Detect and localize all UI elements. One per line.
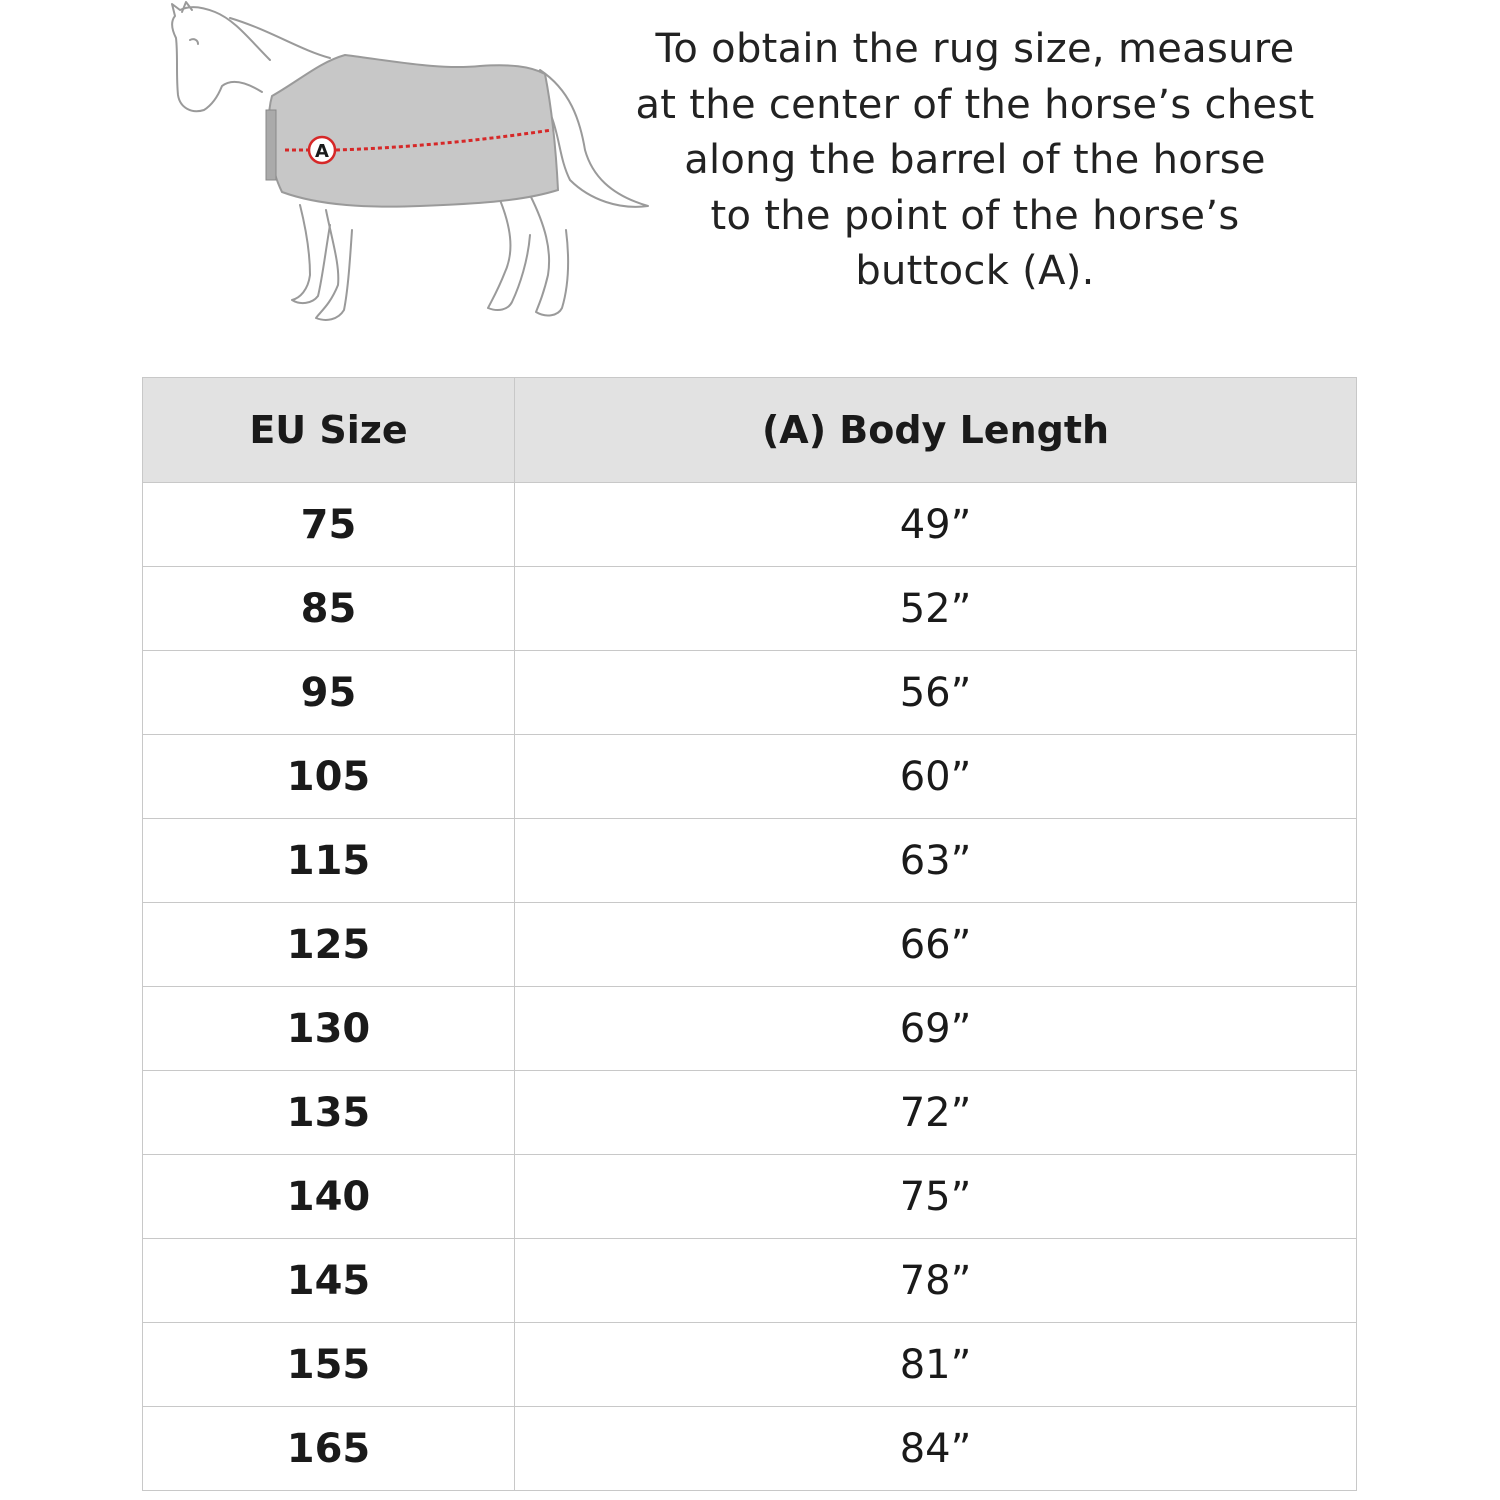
body-length-cell: 66” — [515, 903, 1357, 987]
body-length-cell: 75” — [515, 1155, 1357, 1239]
table-header-row — [143, 378, 1357, 483]
table-row — [143, 903, 1357, 987]
instructions-line: buttock (A). — [855, 248, 1095, 294]
eu-size-cell: 130 — [143, 987, 515, 1071]
eu-size-cell: 145 — [143, 1239, 515, 1323]
body-length-cell: 63” — [515, 819, 1357, 903]
body-length-cell: 56” — [515, 651, 1357, 735]
instructions-line: along the barrel of the horse — [684, 137, 1266, 183]
table-row — [143, 483, 1357, 567]
instructions-line: To obtain the rug size, measure — [655, 26, 1295, 72]
eu-size-cell: 165 — [143, 1407, 515, 1491]
table-row — [143, 651, 1357, 735]
eu-size-cell: 95 — [143, 651, 515, 735]
eu-size-cell: 135 — [143, 1071, 515, 1155]
size-chart-table — [142, 377, 1357, 1491]
measurement-instructions — [620, 22, 1330, 300]
table-row — [143, 987, 1357, 1071]
table-row — [143, 1323, 1357, 1407]
table-row — [143, 567, 1357, 651]
eu-size-cell: 155 — [143, 1323, 515, 1407]
horse-hind-legs — [488, 200, 530, 310]
body-length-cell: 60” — [515, 735, 1357, 819]
horse-front-legs — [292, 205, 330, 303]
eu-size-cell: 75 — [143, 483, 515, 567]
table-row — [143, 819, 1357, 903]
header-body-length: (A) Body Length — [515, 378, 1357, 483]
rug-shape — [269, 55, 558, 207]
body-length-cell: 78” — [515, 1239, 1357, 1323]
body-length-cell: 84” — [515, 1407, 1357, 1491]
table-row — [143, 1239, 1357, 1323]
header-eu-size: EU Size — [143, 378, 515, 483]
table-row — [143, 1155, 1357, 1239]
body-length-cell: 52” — [515, 567, 1357, 651]
measure-marker-label: A — [315, 141, 329, 162]
body-length-cell: 49” — [515, 483, 1357, 567]
body-length-cell: 69” — [515, 987, 1357, 1071]
eu-size-cell: 85 — [143, 567, 515, 651]
instructions-line: to the point of the horse’s — [710, 192, 1240, 239]
instructions-line: at the center of the horse’s chest — [635, 81, 1315, 128]
eu-size-cell: 115 — [143, 819, 515, 903]
eu-size-cell: 125 — [143, 903, 515, 987]
eu-size-cell: 140 — [143, 1155, 515, 1239]
eu-size-cell: 105 — [143, 735, 515, 819]
horse-head-outline — [172, 4, 270, 111]
table-row — [143, 1071, 1357, 1155]
table-row — [143, 1407, 1357, 1491]
body-length-cell: 72” — [515, 1071, 1357, 1155]
horse-rug-illustration — [160, 0, 660, 335]
body-length-cell: 81” — [515, 1323, 1357, 1407]
table-row — [143, 735, 1357, 819]
